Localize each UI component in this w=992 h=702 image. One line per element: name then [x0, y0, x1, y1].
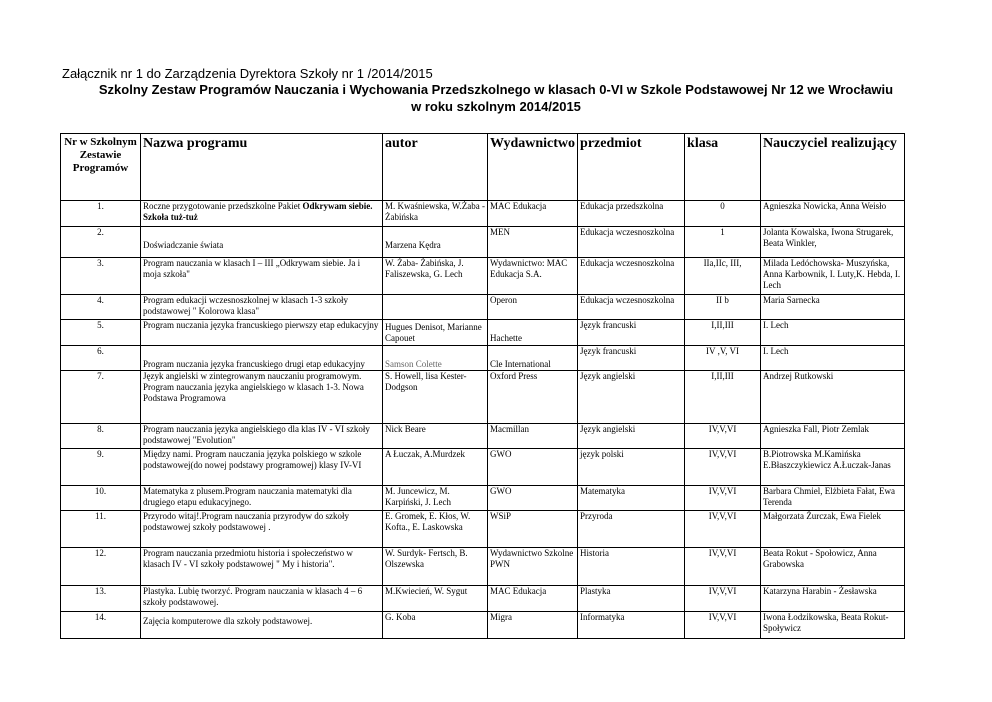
cell-przedmiot: język polski [578, 449, 685, 486]
cell-przedmiot: Informatyka [578, 612, 685, 639]
cell-nr: 9. [61, 449, 141, 486]
cell-autor: W. Żaba- Żabińska, J. Faliszewska, G. Lech [383, 258, 488, 295]
cell-nauczyciel: Agnieszka Nowicka, Anna Weisło [761, 201, 905, 227]
cell-wydawnictwo: Oxford Press [488, 371, 578, 424]
cell-nazwa: Przyrodo witaj!.Program nauczania przyrodyw do szkoły podstawowej szkoły podstawowej . [141, 511, 383, 548]
cell-autor: A Łuczak, A.Murdzek [383, 449, 488, 486]
cell-nr: 13. [61, 586, 141, 612]
cell-klasa: IIa,IIc, III, [685, 258, 761, 295]
table-row [61, 371, 905, 424]
cell-autor: G. Koba [383, 612, 488, 639]
cell-nazwa: Matematyka z plusem.Program nauczania matematyki dla drugiego etapu edukacyjnego. [141, 486, 383, 511]
cell-nazwa-part: Roczne przygotowanie przedszkolne Pakiet [143, 201, 303, 211]
cell-klasa: I,II,III [685, 371, 761, 424]
cell-nr: 7. [61, 371, 141, 424]
cell-klasa: IV ,V, VI [685, 346, 761, 371]
cell-autor: E. Gromek, E. Kłos, W. Kofta., E. Laskowska [383, 511, 488, 548]
cell-przedmiot: Matematyka [578, 486, 685, 511]
table-row [61, 548, 905, 586]
cell-autor [383, 320, 488, 346]
cell-wydawnictwo [488, 320, 578, 346]
cell-wydawnictwo: Macmillan [488, 424, 578, 449]
cell-klasa: I,II,III [685, 320, 761, 346]
column-header-wydawnictwo: Wydawnictwo [488, 134, 578, 201]
cell-nazwa: Język angielski w zintegrowanym nauczaniu programowym. Program nauczania języka angielskiego w klasach 1-3. Nowa Podstawa Programowa [141, 371, 383, 424]
cell-nazwa: Między nami. Program nauczania języka polskiego w szkole podstawowej(do nowej podstawy programowej) klasy IV-VI [141, 449, 383, 486]
cell-autor: S. Howell, lisa Kester-Dodgson [383, 371, 488, 424]
cell-przedmiot: Język francuski [578, 346, 685, 371]
document-annex-line: Załącznik nr 1 do Zarządzenia Dyrektora Szkoły nr 1 /2014/2015 [62, 66, 433, 81]
programs-table [60, 133, 905, 639]
cell-nazwa-bold: Odkrywam siebie. Szkoła tuż-tuż [143, 201, 373, 222]
cell-nr: 12. [61, 548, 141, 586]
cell-nazwa-text: Program nuczania języka francuskiego drugi etap edukacyjny [143, 359, 365, 369]
table-row [61, 346, 905, 371]
table-row [61, 295, 905, 320]
cell-przedmiot: Plastyka [578, 586, 685, 612]
cell-autor: M. Kwaśniewska, W.Żaba - Żabińska [383, 201, 488, 227]
cell-autor [383, 346, 488, 371]
column-header-przedmiot: przedmiot [578, 134, 685, 201]
column-header-klasa: klasa [685, 134, 761, 201]
cell-wydawnictwo: Migra [488, 612, 578, 639]
cell-klasa: IV,V,VI [685, 486, 761, 511]
table-row [61, 612, 905, 639]
cell-autor-text: Samson Colette [385, 359, 442, 369]
cell-nr: 6. [61, 346, 141, 371]
table-row [61, 258, 905, 295]
cell-wydawnictwo: Wydawnictwo: MAC Edukacja S.A. [488, 258, 578, 295]
cell-klasa: II b [685, 295, 761, 320]
cell-wydawnictwo: GWO [488, 486, 578, 511]
table-row [61, 486, 905, 511]
cell-nazwa-text: Doświadczanie świata [143, 240, 224, 250]
cell-nauczyciel: Beata Rokut - Społowicz, Anna Grabowska [761, 548, 905, 586]
cell-przedmiot: Edukacja wczesnoszkolna [578, 258, 685, 295]
cell-nr: 10. [61, 486, 141, 511]
cell-nazwa: Program nauczania w klasach I – III „Odkrywam siebie. Ja i moja szkoła" [141, 258, 383, 295]
cell-nauczyciel: Andrzej Rutkowski [761, 371, 905, 424]
table-row [61, 424, 905, 449]
cell-nr: 2. [61, 227, 141, 258]
cell-nazwa [141, 227, 383, 258]
cell-nazwa: Program nauczania przedmiotu historia i społeczeństwo w klasach IV - VI szkoły podstawowej " My i historia". [141, 548, 383, 586]
document-subtitle: w roku szkolnym 2014/2015 [411, 99, 581, 114]
cell-przedmiot: Język francuski [578, 320, 685, 346]
cell-wydawnictwo: WSiP [488, 511, 578, 548]
cell-nauczyciel: Agnieszka Fall, Piotr Zemlak [761, 424, 905, 449]
cell-nazwa: Program edukacji wczesnoszkolnej w klasach 1-3 szkoły podstawowej " Kolorowa klasa" [141, 295, 383, 320]
cell-nazwa [141, 201, 383, 227]
cell-wydawnictwo: MAC Edukacja [488, 201, 578, 227]
cell-przedmiot: Historia [578, 548, 685, 586]
cell-nr: 1. [61, 201, 141, 227]
cell-przedmiot: Edukacja wczesnoszkolna [578, 227, 685, 258]
cell-nr: 8. [61, 424, 141, 449]
cell-klasa: IV,V,VI [685, 449, 761, 486]
column-header-nazwa: Nazwa programu [141, 134, 383, 201]
cell-autor-text: Marzena Kędra [385, 240, 441, 250]
cell-przedmiot: Język angielski [578, 424, 685, 449]
cell-wydawnictwo-text: Hachette [490, 333, 522, 343]
cell-nauczyciel: I. Lech [761, 320, 905, 346]
cell-nauczyciel: Barbara Chmiel, Elżbieta Fałat, Ewa Terenda [761, 486, 905, 511]
cell-nauczyciel: I. Lech [761, 346, 905, 371]
cell-klasa: IV,V,VI [685, 424, 761, 449]
cell-autor [383, 227, 488, 258]
cell-przedmiot: Edukacja przedszkolna [578, 201, 685, 227]
cell-nauczyciel: B.Piotrowska M.Kamińska E.Błaszczykiewicz A.Łuczak-Janas [761, 449, 905, 486]
table-row [61, 511, 905, 548]
cell-nauczyciel: Milada Ledóchowska- Muszyńska, Anna Karbownik, I. Luty,K. Hebda, I. Lech [761, 258, 905, 295]
table-row [61, 449, 905, 486]
table-row [61, 201, 905, 227]
cell-klasa: IV,V,VI [685, 548, 761, 586]
cell-wydawnictwo-text: Cle International [490, 359, 551, 369]
table-row [61, 320, 905, 346]
cell-autor: M. Juncewicz, M. Karpiński, J. Lech [383, 486, 488, 511]
cell-wydawnictwo: Operon [488, 295, 578, 320]
cell-nazwa: Program nuczania języka francuskiego pierwszy etap edukacyjny [141, 320, 383, 346]
cell-autor: W. Surdyk- Fertsch, B. Olszewska [383, 548, 488, 586]
table-row [61, 586, 905, 612]
cell-wydawnictwo: GWO [488, 449, 578, 486]
cell-nauczyciel: Iwona Łodzikowska, Beata Rokut-Społywicz [761, 612, 905, 639]
cell-nr: 5. [61, 320, 141, 346]
cell-klasa: IV,V,VI [685, 612, 761, 639]
cell-nazwa-text: Zajęcia komputerowe dla szkoły podstawowej. [143, 616, 313, 626]
column-header-nr: Nr w Szkolnym Zestawie Programów [61, 134, 141, 201]
column-header-autor: autor [383, 134, 488, 201]
cell-nr: 3. [61, 258, 141, 295]
document-title: Szkolny Zestaw Programów Nauczania i Wychowania Przedszkolnego w klasach 0-VI w Szkole Podstawowej Nr 12 we Wrocławiu [98, 82, 894, 97]
cell-autor [383, 295, 488, 320]
table-row [61, 227, 905, 258]
cell-autor-text: Hugues Denisot, Marianne Capouet [385, 322, 482, 343]
cell-wydawnictwo [488, 346, 578, 371]
cell-przedmiot: Język angielski [578, 371, 685, 424]
cell-nazwa [141, 612, 383, 639]
cell-wydawnictwo: MEN [488, 227, 578, 258]
cell-wydawnictwo: Wydawnictwo Szkolne PWN [488, 548, 578, 586]
table-header-row [61, 134, 905, 201]
cell-nazwa: Program nauczania języka angielskiego dla klas IV - VI szkoły podstawowej "Evolution" [141, 424, 383, 449]
cell-nauczyciel: Małgorzata Żurczak, Ewa Fielek [761, 511, 905, 548]
cell-wydawnictwo: MAC Edukacja [488, 586, 578, 612]
cell-przedmiot: Przyroda [578, 511, 685, 548]
cell-nazwa [141, 346, 383, 371]
cell-nr: 14. [61, 612, 141, 639]
cell-autor: M.Kwiecień, W. Sygut [383, 586, 488, 612]
cell-przedmiot: Edukacja wczesnoszkolna [578, 295, 685, 320]
cell-klasa: IV,V,VI [685, 586, 761, 612]
cell-nauczyciel: Jolanta Kowalska, Iwona Strugarek, Beata Winkler, [761, 227, 905, 258]
cell-klasa: 0 [685, 201, 761, 227]
cell-nr: 4. [61, 295, 141, 320]
cell-klasa: 1 [685, 227, 761, 258]
cell-nauczyciel: Maria Sarnecka [761, 295, 905, 320]
cell-klasa: IV,V,VI [685, 511, 761, 548]
cell-autor: Nick Beare [383, 424, 488, 449]
cell-nr: 11. [61, 511, 141, 548]
cell-nauczyciel: Katarzyna Harabin - Żesławska [761, 586, 905, 612]
column-header-nauczyciel: Nauczyciel realizujący [761, 134, 905, 201]
cell-nazwa: Plastyka. Lubię tworzyć. Program nauczania w klasach 4 – 6 szkoły podstawowej. [141, 586, 383, 612]
